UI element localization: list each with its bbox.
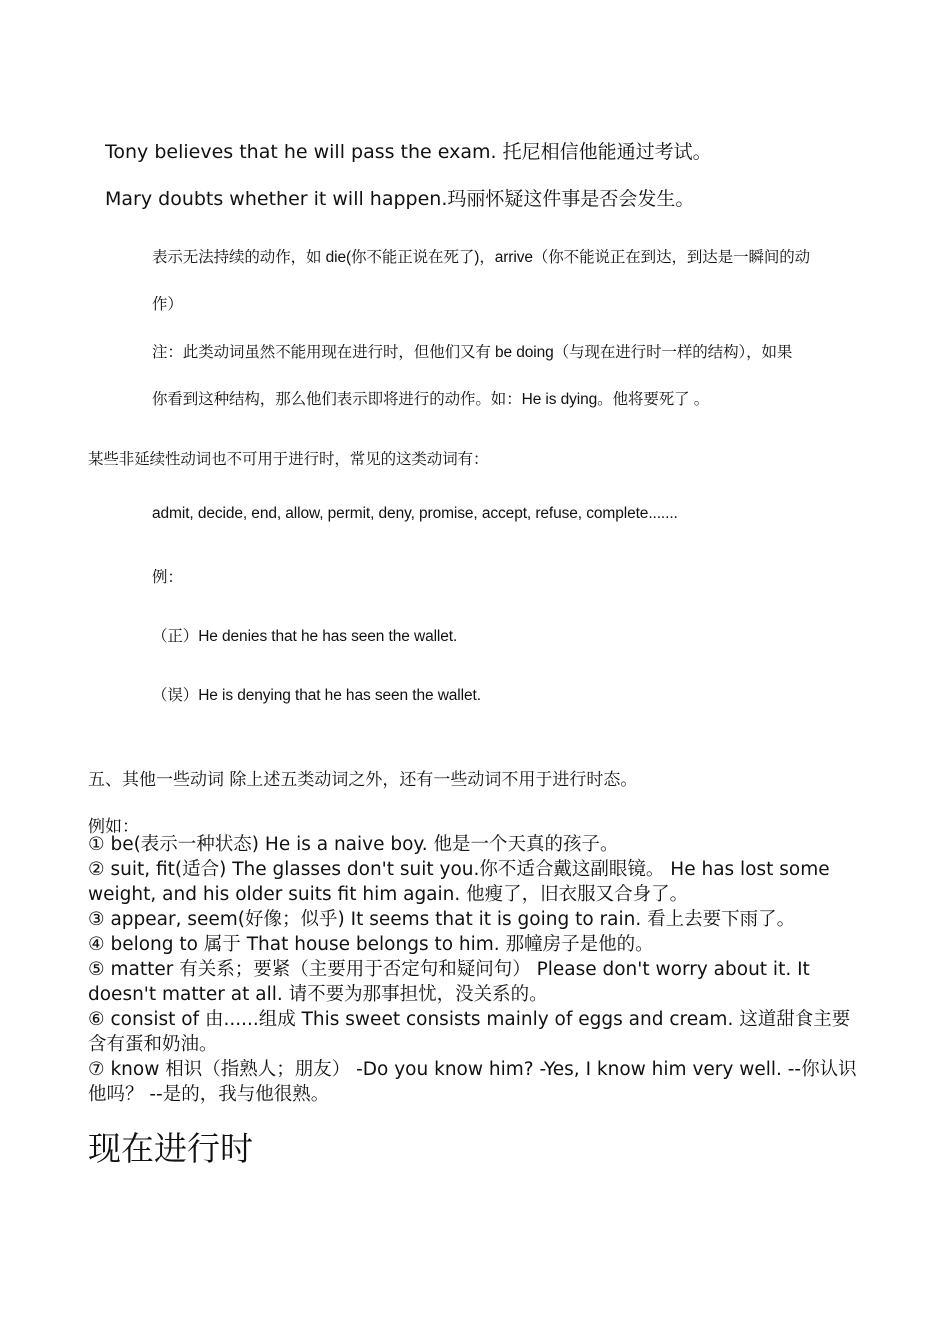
section-title: 五、其他一些动词 除上述五类动词之外，还有一些动词不用于进行时态。 (88, 770, 638, 790)
correct-example: （正）He denies that he has seen the wallet. (152, 628, 458, 645)
verb-example-list (88, 832, 868, 1107)
wrong-example: （误）He is denying that he has seen the wallet. (152, 687, 481, 704)
list-item: ④ belong to 属于 That house belongs to him. 那幢房子是他的。 (88, 934, 654, 955)
example-sentence: Tony believes that he will pass the exam. 托尼相信他能通过考试。 (105, 141, 712, 163)
example-sentence: Mary doubts whether it will happen.玛丽怀疑这件事是否会发生。 (105, 188, 695, 210)
list-item: ① be(表示一种状态) He is a naive boy. 他是一个天真的孩子。 (88, 834, 619, 855)
example-label: 例： (152, 569, 183, 586)
list-item: ⑦ know 相识（指熟人；朋友） -Do you know him? -Yes, I know him very well. --你认识他吗？ --是的，我与他很熟。 (88, 1059, 857, 1105)
note-line: 作） (152, 296, 183, 313)
nondurative-verb-list: admit, decide, end, allow, permit, deny, promise, accept, refuse, complete....... (152, 505, 678, 522)
nondurative-intro: 某些非延续性动词也不可用于进行时，常见的这类动词有： (88, 451, 489, 468)
list-item: ⑥ consist of 由......组成 This sweet consists mainly of eggs and cream. 这道甜食主要含有蛋和奶油。 (88, 1009, 851, 1055)
section-heading: 现在进行时 (88, 1129, 253, 1168)
note-line: 表示无法持续的动作，如 die(你不能正说在死了)，arrive（你不能说正在到达，到达是一瞬间的动 (152, 249, 811, 266)
list-item: ② suit, fit(适合) The glasses don't suit you.你不适合戴这副眼镜。 He has lost some weight, and his older suits fit him again. 他瘦了，旧衣服又合身了。 (88, 859, 830, 905)
note-line: 注：此类动词虽然不能用现在进行时，但他们又有 be doing（与现在进行时一样的结构），如果 (152, 344, 793, 361)
list-item: ③ appear, seem(好像；似乎) It seems that it is going to rain. 看上去要下雨了。 (88, 909, 796, 930)
example-label: 例如： (88, 817, 139, 837)
list-item: ⑤ matter 有关系；要紧（主要用于否定句和疑问句） Please don't worry about it. It doesn't matter at all. 请不要为那事担忧，没关系的。 (88, 959, 810, 1005)
note-line: 你看到这种结构，那么他们表示即将进行的动作。如：He is dying。他将要死了 。 (152, 391, 710, 408)
